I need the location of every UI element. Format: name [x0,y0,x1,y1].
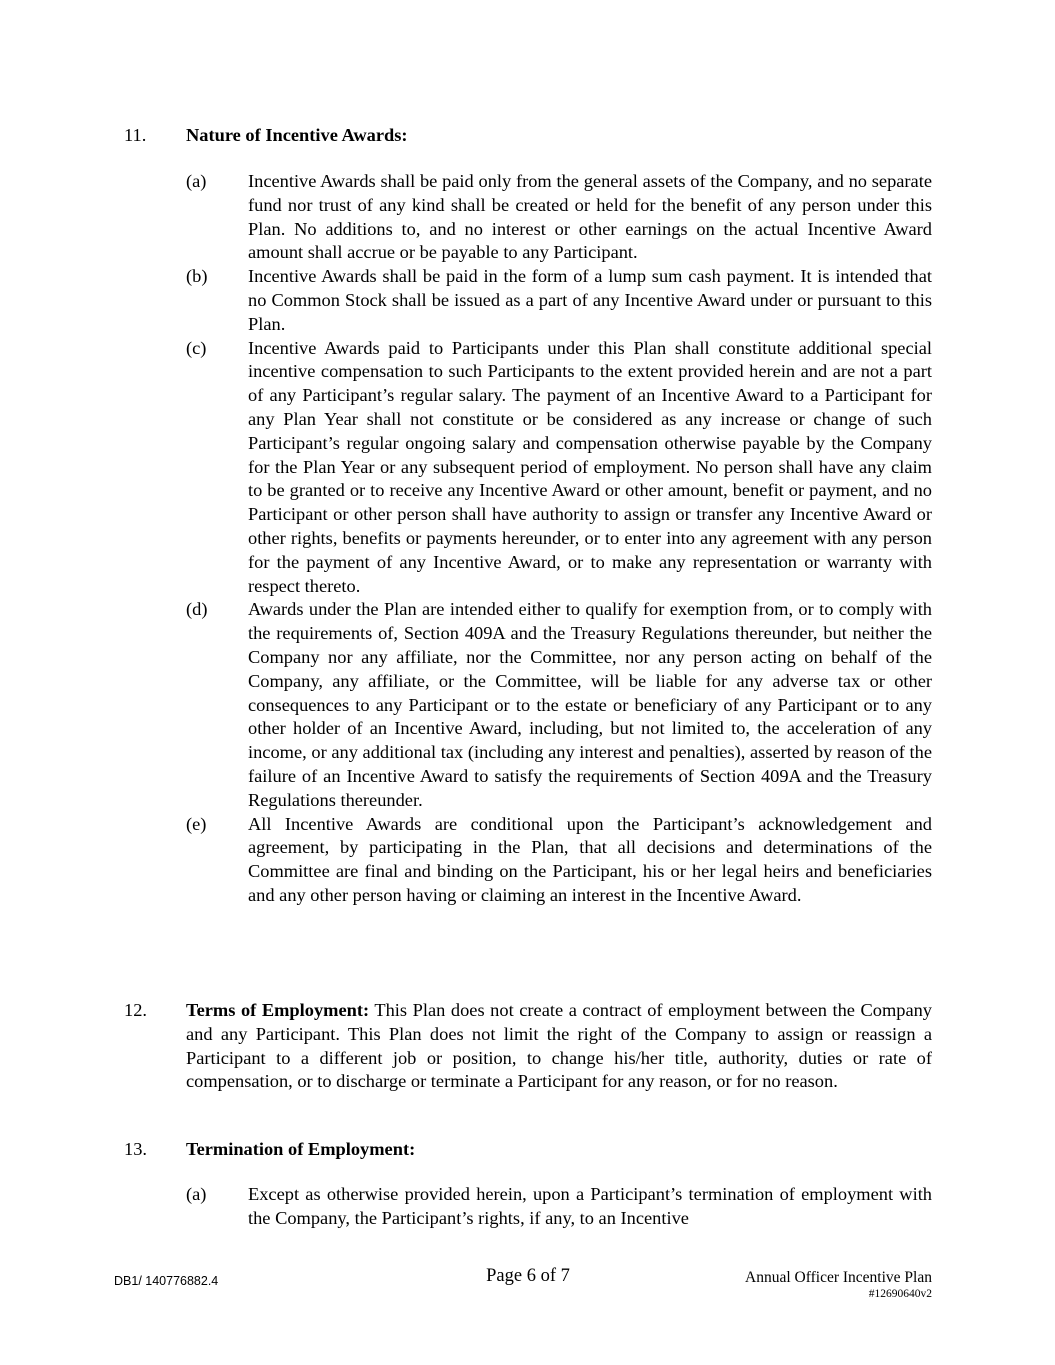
item-text: Awards under the Plan are intended either to qualify for exemption from, or to comply with the requirements of, Section 409A and the Treasury Regulations thereunder, but neither the Company nor any affiliate, nor the Committee, nor any person acting on behalf of the Company, any affiliate, or the Committee, will be liable for any adverse tax or other consequences to any Participant or to the estate or beneficiary of any Participant or to any other holder of an Incentive Award, including, but not limited to, the acceleration of any income, or any additional tax (including any interest and penalties), asserted by reason of the failure of an Incentive Award to satisfy the requirements of Section 409A and the Treasury Regulations thereunder. [248,599,932,810]
list-item [186,170,932,265]
item-label: (c) [186,337,207,358]
item-label: (d) [186,599,208,620]
section-number: 11. [124,125,147,145]
section-number: 13. [124,1139,147,1159]
list-item [186,813,932,908]
footer-right [745,1268,932,1301]
item-label: (e) [186,813,207,834]
item-label: (a) [186,171,207,191]
footer-doc-id: DB1/ 140776882.4 [114,1274,219,1288]
item-label: (a) [186,1184,207,1204]
list-item [186,1183,932,1231]
item-text: Incentive Awards shall be paid only from the general assets of the Company, and no separate fund nor trust of any kind shall be created or held for the benefit of any person under this Plan. No additions to, and no interest or other earnings on the actual Incentive Award amount shall accrue or be payable to any Participant. [248,171,932,263]
list-item [186,265,932,336]
footer-revision: #12690640v2 [868,1288,932,1300]
section-11-items [186,170,932,908]
section-13-items [186,1183,932,1231]
item-label: (b) [186,266,208,287]
section-heading: Termination of Employment: [186,1139,416,1159]
footer-plan-name: Annual Officer Incentive Plan [745,1269,932,1286]
section-heading: Terms of Employment: [186,1000,370,1020]
list-item [186,598,932,812]
item-text: Incentive Awards shall be paid in the form of a lump sum cash payment. It is intended that no Common Stock shall be issued as a part of any Incentive Award under or pursuant to this Plan. [248,266,932,334]
item-text: All Incentive Awards are conditional upon the Participant’s acknowledgement and agreement, by participating in the Plan, that all decisions and determinations of the Committee are final and binding on the Participant, his or her legal heirs and beneficiaries and any other person having or claiming an interest in the Incentive Award. [248,813,932,905]
section-number: 12. [124,1000,147,1020]
footer-page-number: Page 6 of 7 [486,1266,570,1286]
section-text: This Plan does not create a contract of employment between the Company and any Participant. This Plan does not limit the right of the Company to assign or reassign a Participant to a different job or position, to change his/her title, authority, duties or rate of compensation, or to discharge or terminate a Participant for any reason, or for no reason. [186,1000,933,1092]
item-text: Except as otherwise provided herein, upon a Participant’s termination of employment with the Company, the Participant’s rights, if any, to an Incentive [248,1184,932,1228]
list-item [186,337,932,599]
section-body [186,999,932,1094]
section-heading: Nature of Incentive Awards: [186,125,408,145]
item-text: Incentive Awards paid to Participants under this Plan shall constitute additional special incentive compensation to such Participants to the extent provided herein and are not a part of any Participant’s regular salary. The payment of an Incentive Award to a Participant for any Plan Year shall not constitute or be considered as any increase or change of such Participant’s regular ongoing salary and compensation otherwise payable by the Company for the Plan Year or any subsequent period of employment. No person shall have any claim to be granted or to receive any Incentive Award or other amount, benefit or payment, and no Participant or other person shall have authority to assign or transfer any Incentive Award or other rights, benefits or payments hereunder, or to enter into any agreement with any person for the payment of any Incentive Award, or to make any representation or warranty with respect thereto. [248,337,932,596]
